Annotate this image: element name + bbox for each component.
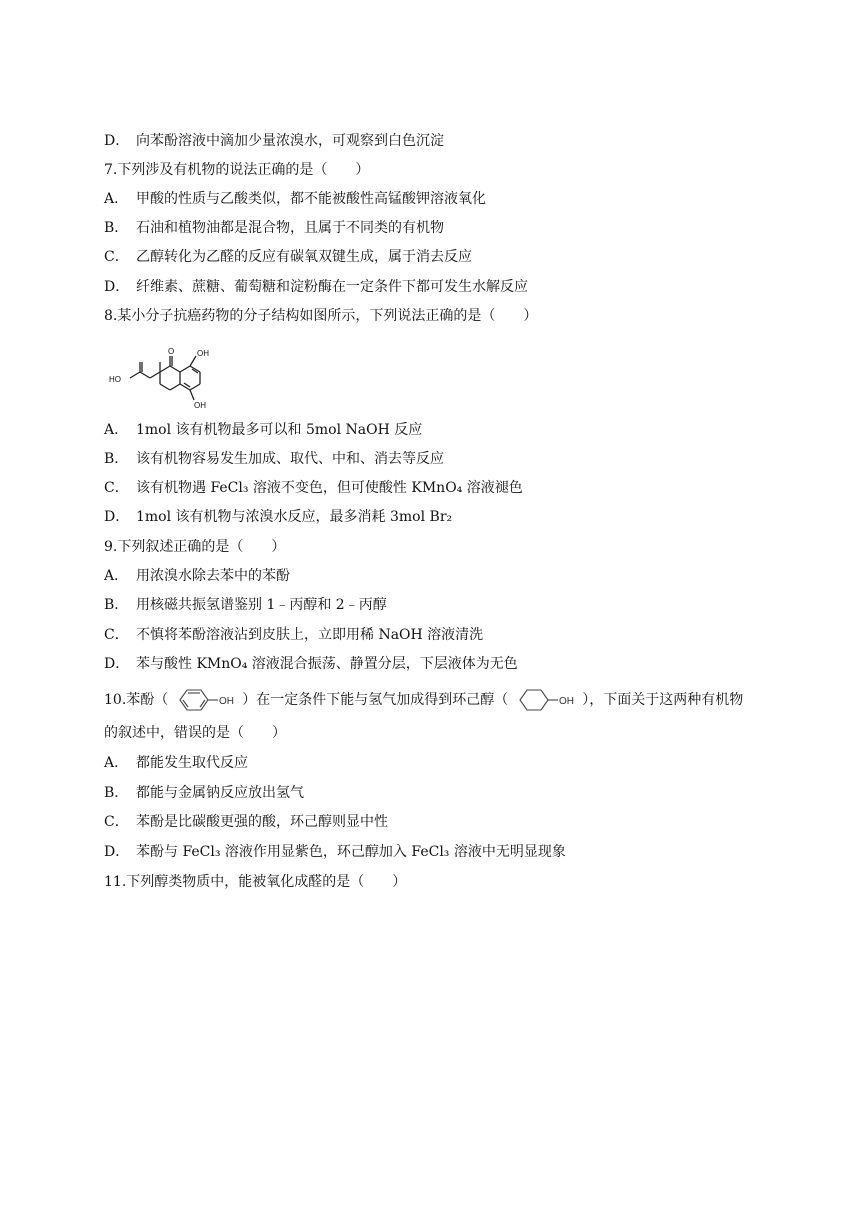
option-text: 乙醇转化为乙醛的反应有碳氧双键生成，属于消去反应 xyxy=(136,249,472,265)
option-label: D． xyxy=(104,279,130,295)
q10-text-part2: ）在一定条件下能与氢气加成得到环己醇（ xyxy=(242,692,509,708)
option-text: 甲酸的性质与乙酸类似，都不能被酸性高锰酸钾溶液氧化 xyxy=(136,191,486,207)
option-label: A． xyxy=(104,422,129,438)
option-text: 石油和植物油都是混合物，且属于不同类的有机物 xyxy=(136,220,444,236)
option-label: D． xyxy=(104,509,130,525)
option-label: D． xyxy=(104,844,130,860)
option-label: B． xyxy=(104,451,129,467)
option-label: C． xyxy=(104,814,129,830)
option-label: D． xyxy=(104,133,130,149)
q10-stem-line2: 的叙述中，错误的是（ ） xyxy=(104,725,286,741)
q9-option-b xyxy=(104,595,387,615)
q8-option-b xyxy=(104,449,444,469)
ho-label: HO xyxy=(109,375,121,384)
option-text: 用核磁共振氢谱鉴别 1﹣丙醇和 2﹣丙醇 xyxy=(136,597,387,613)
q10-option-c xyxy=(104,812,388,832)
option-label: A． xyxy=(104,568,129,584)
q9-option-a xyxy=(104,566,290,586)
q10-option-d xyxy=(104,842,566,862)
option-label: A． xyxy=(104,191,129,207)
q11-stem: 11.下列醇类物质中，能被氧化成醛的是（ ） xyxy=(104,874,407,890)
option-text: 不慎将苯酚溶液沾到皮肤上，立即用稀 NaOH 溶液清洗 xyxy=(136,627,484,643)
option-text: 向苯酚溶液中滴加少量浓溴水，可观察到白色沉淀 xyxy=(136,133,444,149)
q9-option-c xyxy=(104,625,483,645)
option-text: 用浓溴水除去苯中的苯酚 xyxy=(136,568,290,584)
q7-option-b xyxy=(104,218,444,238)
q7-option-d xyxy=(104,277,528,297)
q7-stem: 7.下列涉及有机物的说法正确的是（ ） xyxy=(104,162,370,178)
option-text: 该有机物容易发生加成、取代、中和、消去等反应 xyxy=(136,451,444,467)
q8-stem: 8.某小分子抗癌药物的分子结构如图所示，下列说法正确的是（ ） xyxy=(104,308,538,324)
option-label: C． xyxy=(104,627,129,643)
q10-option-b xyxy=(104,783,304,803)
q10-text-part1: 10.苯酚（ xyxy=(104,692,169,708)
option-text: 都能与金属钠反应放出氢气 xyxy=(136,785,304,801)
option-text: 该有机物遇 FeCl₃ 溶液不变色，但可使酸性 KMnO₄ 溶液褪色 xyxy=(136,480,523,496)
q10-stem-line1 xyxy=(104,686,743,714)
q7-option-c xyxy=(104,247,472,267)
phenol-structure-icon xyxy=(170,687,240,713)
option-text: 1mol 该有机物与浓溴水反应，最多消耗 3mol Br₂ xyxy=(136,509,453,525)
q9-option-d xyxy=(104,654,518,674)
option-text: 1mol 该有机物最多可以和 5mol NaOH 反应 xyxy=(136,422,423,438)
oh-bottom-label: OH xyxy=(194,401,206,410)
oh-top-label: OH xyxy=(197,349,209,358)
q10-text-part3: ），下面关于这两种有机物 xyxy=(582,692,744,708)
q6-option-d xyxy=(104,131,444,151)
option-label: C． xyxy=(104,480,129,496)
q8-option-c xyxy=(104,478,523,498)
option-text: 都能发生取代反应 xyxy=(136,755,248,771)
q8-option-a xyxy=(104,420,422,440)
q7-option-a xyxy=(104,189,486,209)
option-label: B． xyxy=(104,220,129,236)
option-label: D． xyxy=(104,656,130,672)
option-label: B． xyxy=(104,597,129,613)
oh-label: OH xyxy=(559,696,575,707)
option-label: B． xyxy=(104,785,129,801)
q8-option-d xyxy=(104,507,452,527)
option-label: A． xyxy=(104,755,129,771)
cyclohexanol-structure-icon xyxy=(510,687,580,713)
option-text: 苯酚是比碳酸更强的酸，环己醇则显中性 xyxy=(136,814,388,830)
option-label: C． xyxy=(104,249,129,265)
carbonyl-o-label: O xyxy=(168,347,175,356)
option-text: 苯酚与 FeCl₃ 溶液作用显紫色，环己醇加入 FeCl₃ 溶液中无明显现象 xyxy=(136,844,566,860)
q10-option-a xyxy=(104,753,248,773)
option-text: 纤维素、蔗糖、葡萄糖和淀粉酶在一定条件下都可发生水解反应 xyxy=(136,279,528,295)
molecule-structure-figure xyxy=(108,340,238,412)
q9-stem: 9.下列叙述正确的是（ ） xyxy=(104,539,286,555)
oh-label: OH xyxy=(219,696,235,707)
option-text: 苯与酸性 KMnO₄ 溶液混合振荡、静置分层，下层液体为无色 xyxy=(136,656,518,672)
